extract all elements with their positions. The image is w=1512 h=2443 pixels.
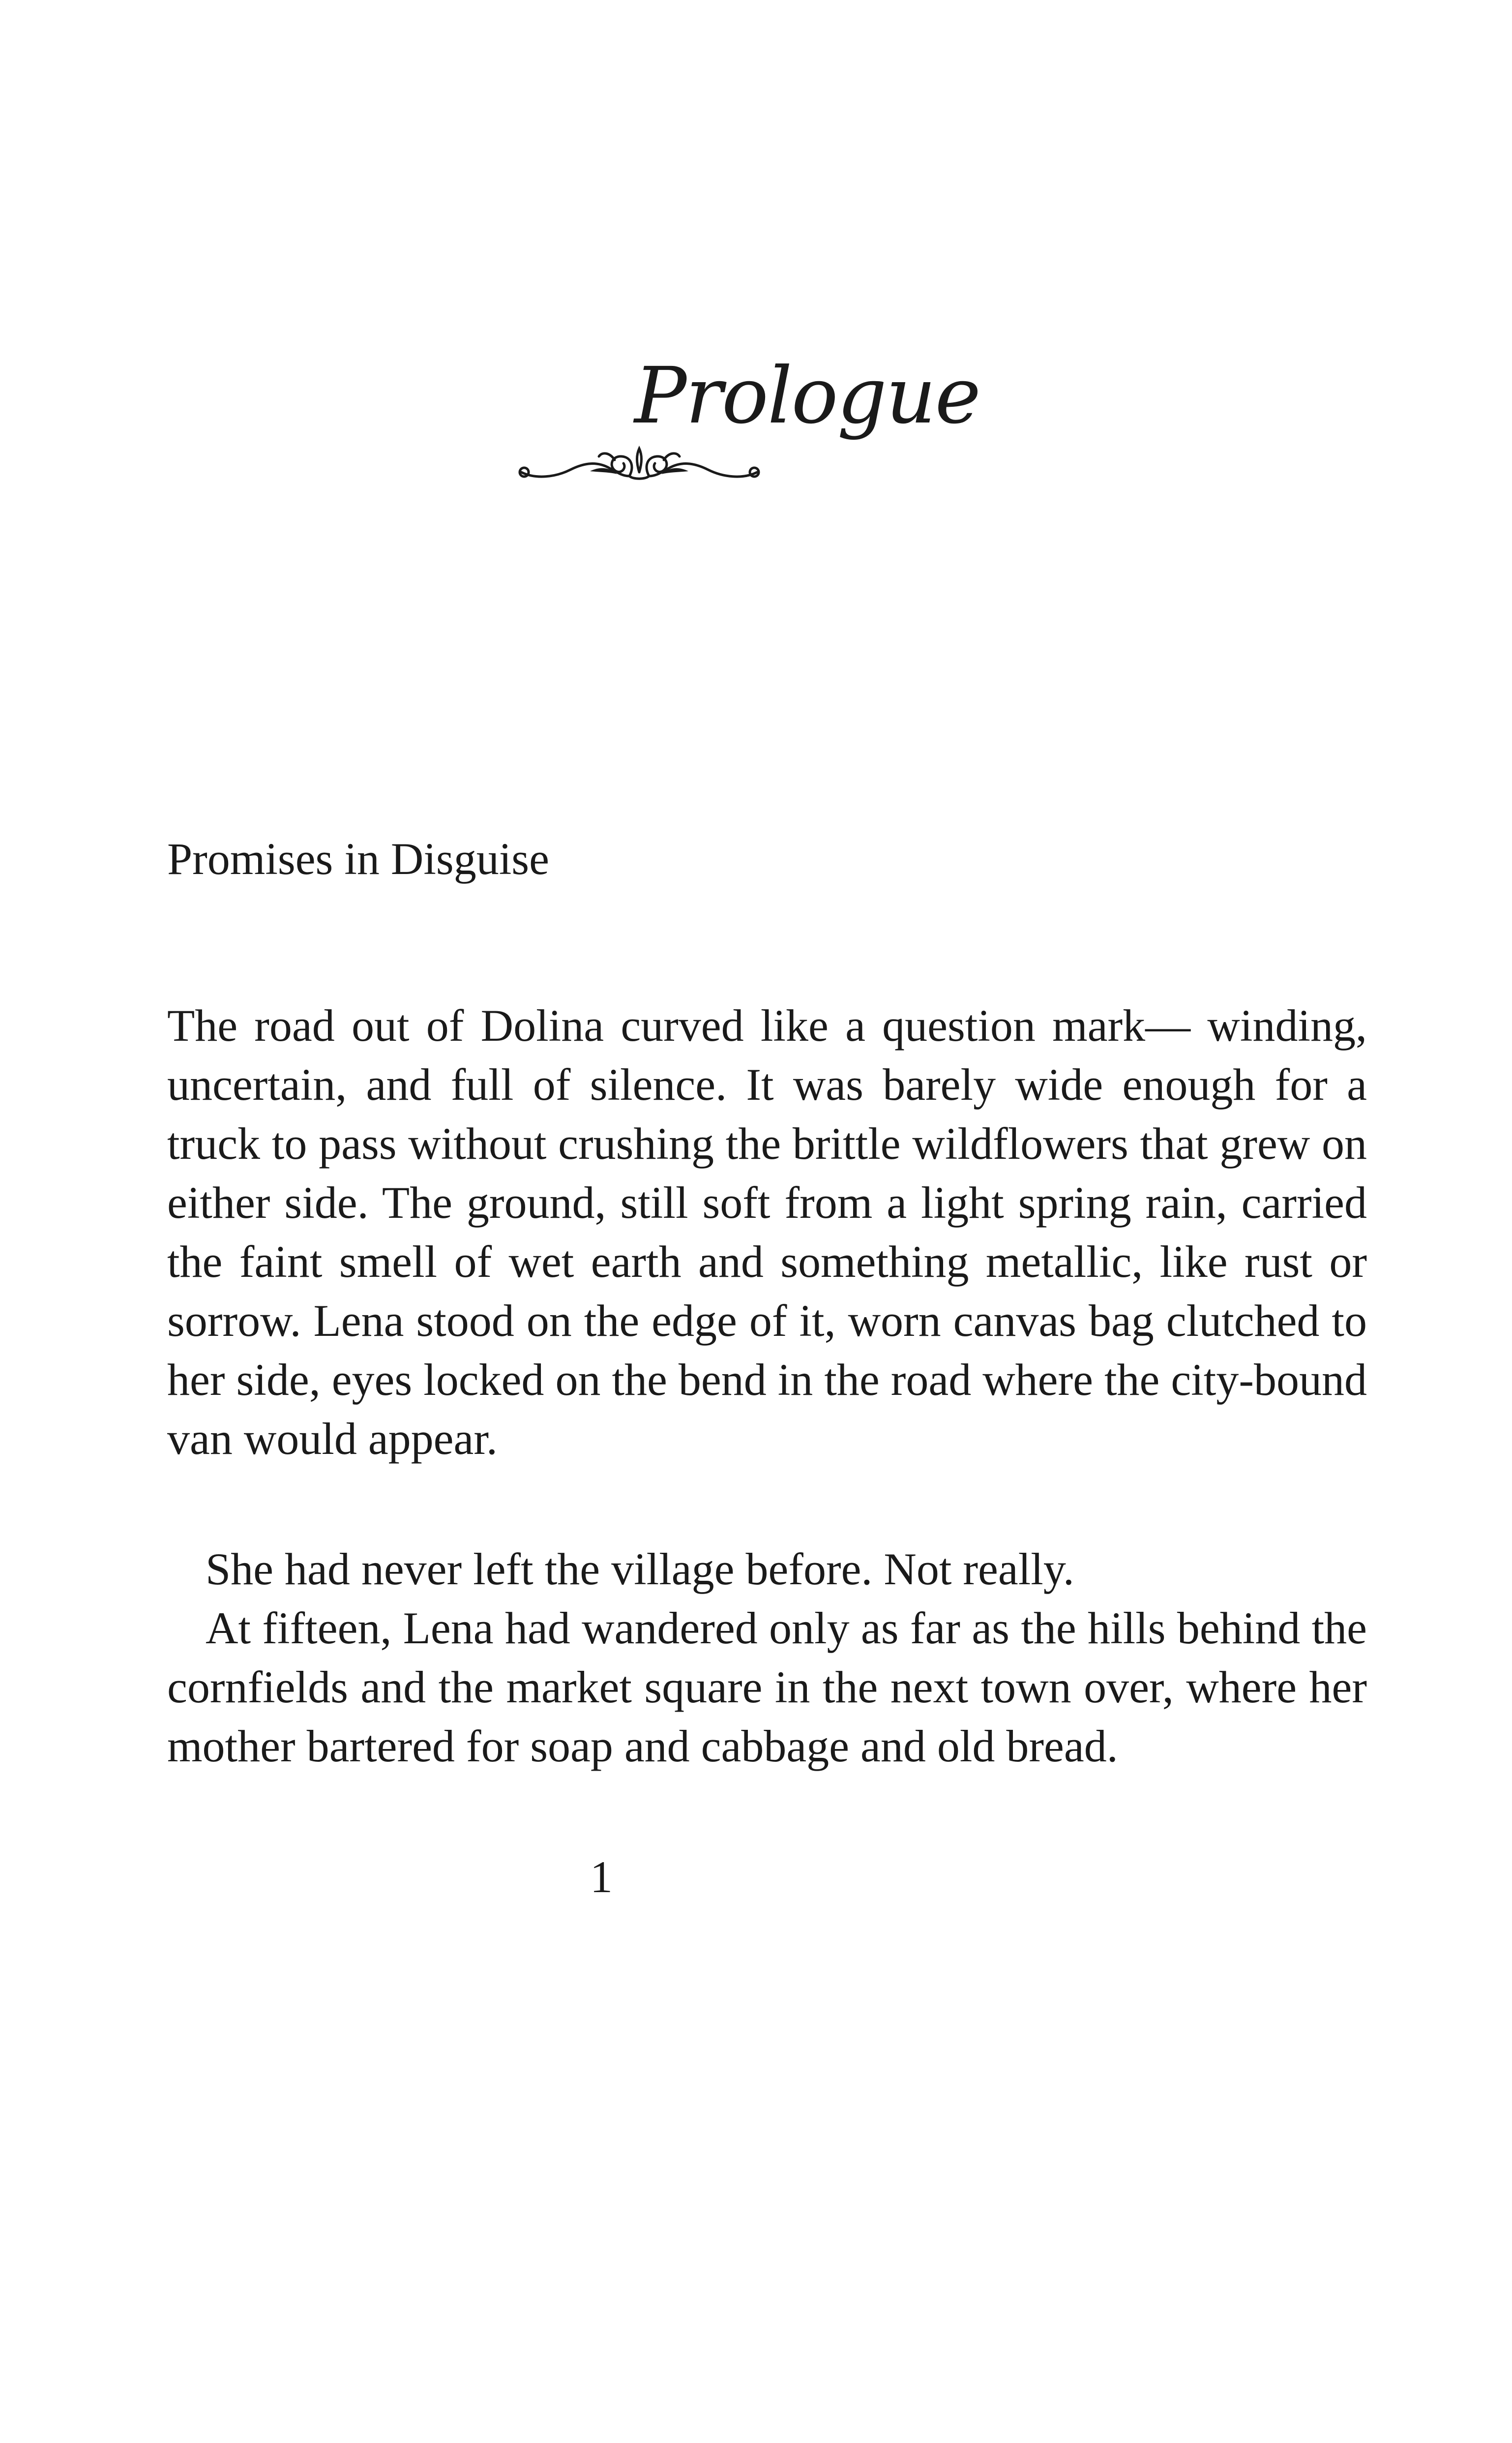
flourish-divider-icon <box>516 433 762 507</box>
body-paragraph: She had never left the village before. Not really. <box>206 1544 1074 1594</box>
page-number: 1 <box>590 1852 613 1902</box>
body-paragraph: At fifteen, Lena had wandered only as far as the hills behind the cornfields and the market square in the next town over, where her mother bartered for soap and cabbage and old bread. <box>167 1603 1367 1771</box>
section-title: Promises in Disguise <box>167 834 549 884</box>
chapter-title: Prologue <box>634 350 980 441</box>
body-paragraph: The road out of Dolina curved like a question mark— winding, uncertain, and full of silence. It was barely wide enough for a truck to pass without crushing the brittle wildflowers that grew on either side. The ground, still soft from a light spring rain, carried the faint smell of wet earth and something metallic, like rust or sorrow. Lena stood on the edge of it, worn canvas bag clutched to her side, eyes locked on the bend in the road where the city-bound van would appear. <box>167 1000 1367 1464</box>
